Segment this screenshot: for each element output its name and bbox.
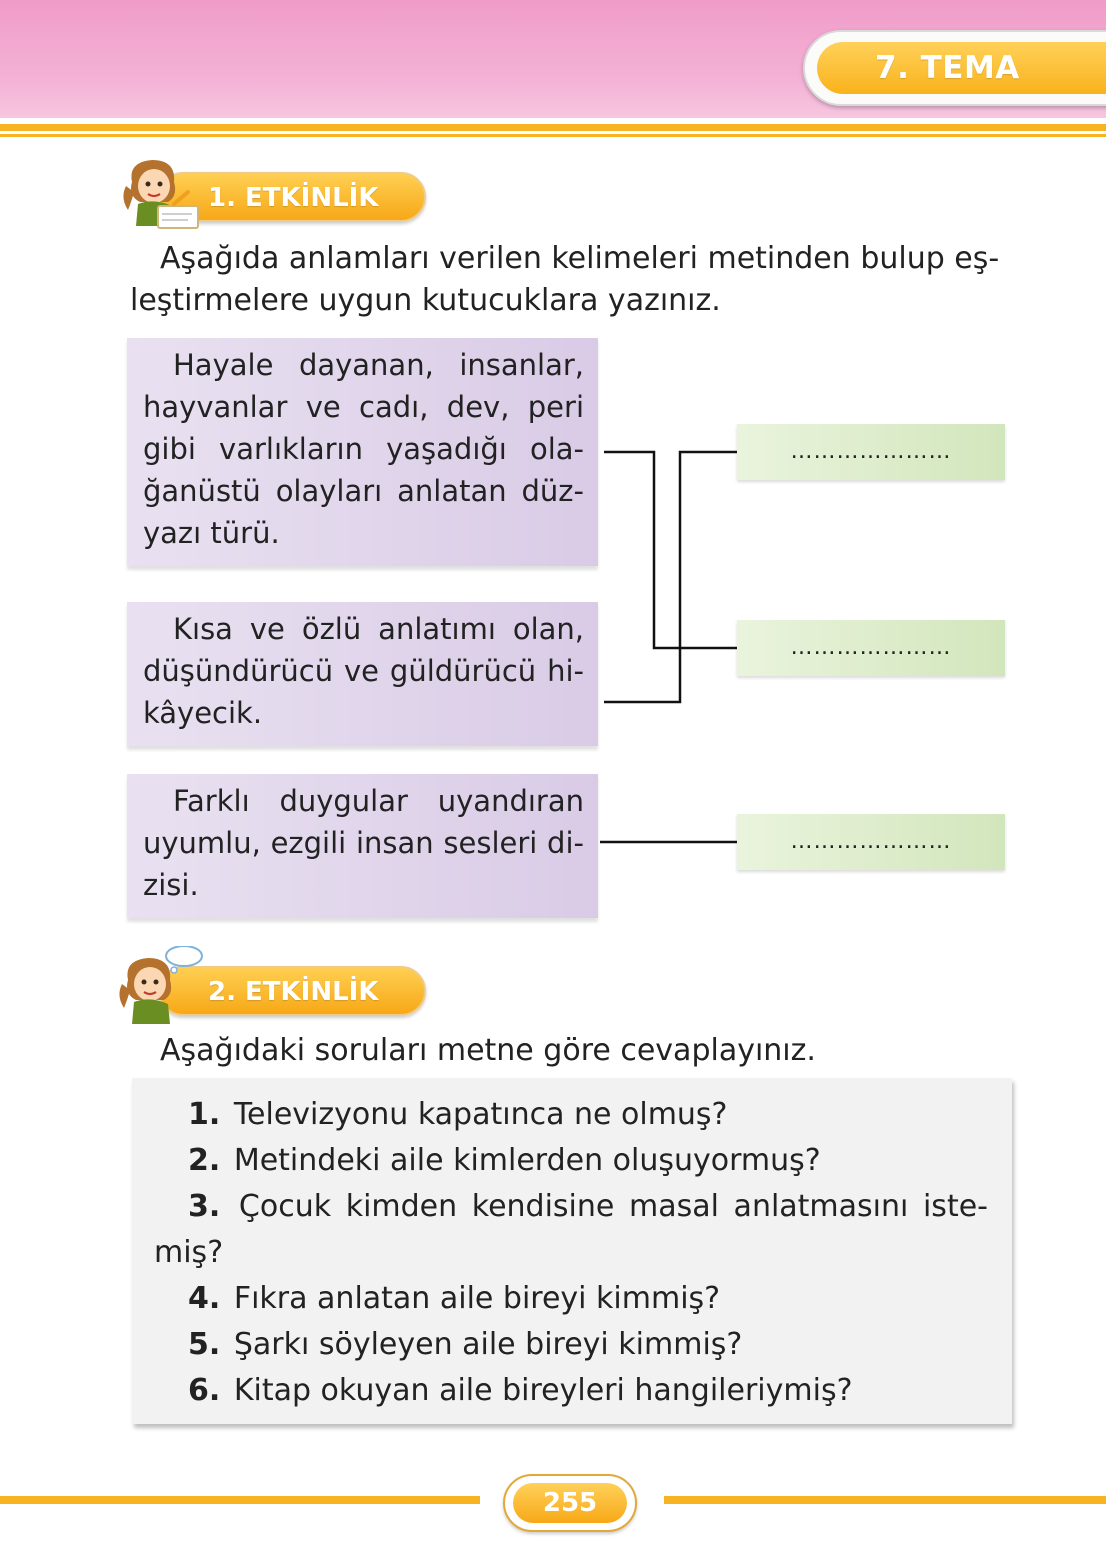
definition-box-2 bbox=[127, 602, 598, 746]
question-1: 1. Televizyonu kapatınca ne olmuş? bbox=[188, 1097, 728, 1132]
definition-box-1 bbox=[127, 338, 598, 566]
girl-thinking-icon bbox=[118, 946, 206, 1024]
activity-2-title: 2. ETKİNLİK bbox=[208, 977, 379, 1007]
activity-1-instruction bbox=[130, 238, 1010, 322]
answer-placeholder-2: ………………… bbox=[790, 635, 952, 660]
question-3: 3. Çocuk kimden kendisine masal anlatmasını iste- miş? bbox=[154, 1189, 988, 1270]
questions-card bbox=[132, 1078, 1012, 1424]
activity-1-badge bbox=[118, 152, 428, 226]
footer-divider-left bbox=[0, 1496, 480, 1504]
page-number-badge bbox=[503, 1474, 637, 1532]
activity-1-instruction-line-2: leştirmelere uygun kutucuklara yazınız. bbox=[130, 283, 721, 318]
definition-text-1: Hayale dayanan, insanlar, hayvanlar ve cadı, dev, peri gibi varlıkların yaşadığı ola- ğanüstü olayları anlatan düz- yazı türü. bbox=[143, 348, 584, 550]
answer-placeholder-1: ………………… bbox=[790, 439, 952, 464]
definition-box-3 bbox=[127, 774, 598, 918]
question-2: 2. Metindeki aile kimlerden oluşuyormuş? bbox=[188, 1143, 821, 1178]
question-4: 4. Fıkra anlatan aile bireyi kimmiş? bbox=[188, 1281, 721, 1316]
header-divider-thin bbox=[0, 134, 1106, 137]
activity-2-badge bbox=[118, 946, 428, 1020]
question-5: 5. Şarkı söyleyen aile bireyi kimmiş? bbox=[188, 1327, 743, 1362]
activity-1-title: 1. ETKİNLİK bbox=[208, 183, 379, 213]
page-number: 255 bbox=[513, 1483, 627, 1523]
answer-box-3[interactable] bbox=[737, 814, 1005, 870]
connector-line-2 bbox=[604, 452, 737, 702]
answer-placeholder-3: ………………… bbox=[790, 829, 952, 854]
connector-line-1 bbox=[604, 452, 737, 648]
definition-text-3: Farklı duygular uyandıran uyumlu, ezgili insan sesleri di- zisi. bbox=[143, 784, 584, 902]
answer-box-2[interactable] bbox=[737, 620, 1005, 676]
theme-label: 7. TEMA bbox=[817, 42, 1106, 94]
footer-divider-right bbox=[664, 1496, 1106, 1504]
header-divider bbox=[0, 124, 1106, 131]
theme-badge bbox=[803, 30, 1106, 106]
activity-2-instruction: Aşağıdaki soruları metne göre cevaplayınız. bbox=[160, 1033, 816, 1068]
activity-1-instruction-line-1: Aşağıda anlamları verilen kelimeleri metinden bulup eş- bbox=[160, 241, 1000, 276]
answer-box-1[interactable] bbox=[737, 424, 1005, 480]
girl-writing-icon bbox=[118, 152, 206, 230]
question-6: 6. Kitap okuyan aile bireyleri hangileriymiş? bbox=[188, 1373, 853, 1408]
definition-text-2: Kısa ve özlü anlatımı olan, düşündürücü ve güldürücü hi- kâyecik. bbox=[143, 612, 584, 730]
